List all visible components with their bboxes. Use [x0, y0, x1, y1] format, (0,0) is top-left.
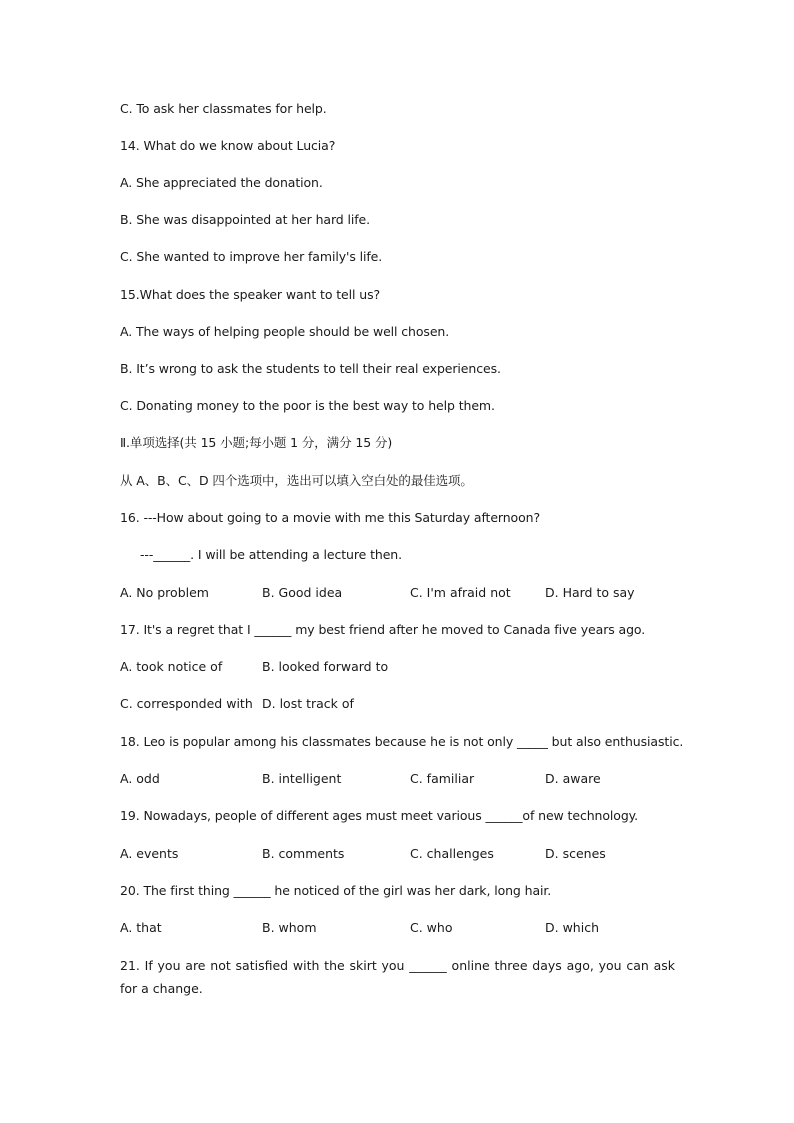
- q17-option-b: B. looked forward to: [262, 659, 389, 674]
- q19-option-a: A. events: [120, 846, 179, 861]
- q20-option-d: D. which: [545, 920, 599, 935]
- q17-option-d: D. lost track of: [262, 696, 354, 711]
- q20-option-c: C. who: [410, 920, 453, 935]
- question-15: 15.What does the speaker want to tell us?: [120, 287, 381, 302]
- q20-option-a: A. that: [120, 920, 162, 935]
- q14-option-b: B. She was disappointed at her hard life.: [120, 212, 370, 227]
- q15-option-b: B. It’s wrong to ask the students to tell their real experiences.: [120, 361, 501, 376]
- q18-option-c: C. familiar: [410, 771, 475, 786]
- q19-option-d: D. scenes: [545, 846, 606, 861]
- q15-option-c: C. Donating money to the poor is the best way to help them.: [120, 398, 495, 413]
- question-21: 21. If you are not satisfied with the skirt you ______ online three days ago, you can ask for a change.: [120, 958, 675, 996]
- q18-option-d: D. aware: [545, 771, 601, 786]
- q17-option-c: C. corresponded with: [120, 696, 253, 711]
- question-16-response: ---______. I will be attending a lecture then.: [140, 547, 402, 562]
- question-18: 18. Leo is popular among his classmates because he is not only _____ but also enthusiastic.: [120, 734, 684, 749]
- q14-option-a: A. She appreciated the donation.: [120, 175, 323, 190]
- q16-option-b: B. Good idea: [262, 585, 343, 600]
- q15-option-a: A. The ways of helping people should be well chosen.: [120, 324, 450, 339]
- q18-option-b: B. intelligent: [262, 771, 342, 786]
- q19-option-c: C. challenges: [410, 846, 494, 861]
- q13-option-c: C. To ask her classmates for help.: [120, 101, 327, 116]
- section-2-heading: Ⅱ.单项选择(共 15 小题;每小题 1 分，满分 15 分): [120, 435, 393, 450]
- q18-option-a: A. odd: [120, 771, 160, 786]
- q19-option-b: B. comments: [262, 846, 345, 861]
- question-14: 14. What do we know about Lucia?: [120, 138, 336, 153]
- question-17: 17. It's a regret that I ______ my best friend after he moved to Canada five years ago.: [120, 622, 646, 637]
- section-2-instructions: 从 A、B、C、D 四个选项中，选出可以填入空白处的最佳选项。: [120, 473, 473, 488]
- q16-option-a: A. No problem: [120, 585, 209, 600]
- q16-option-d: D. Hard to say: [545, 585, 635, 600]
- q16-option-c: C. I'm afraid not: [410, 585, 511, 600]
- question-16: 16. ---How about going to a movie with me this Saturday afternoon?: [120, 510, 541, 525]
- question-19: 19. Nowadays, people of different ages must meet various ______of new technology.: [120, 808, 639, 823]
- q14-option-c: C. She wanted to improve her family's life.: [120, 249, 383, 264]
- q17-option-a: A. took notice of: [120, 659, 223, 674]
- q20-option-b: B. whom: [262, 920, 317, 935]
- question-20: 20. The first thing ______ he noticed of the girl was her dark, long hair.: [120, 883, 552, 898]
